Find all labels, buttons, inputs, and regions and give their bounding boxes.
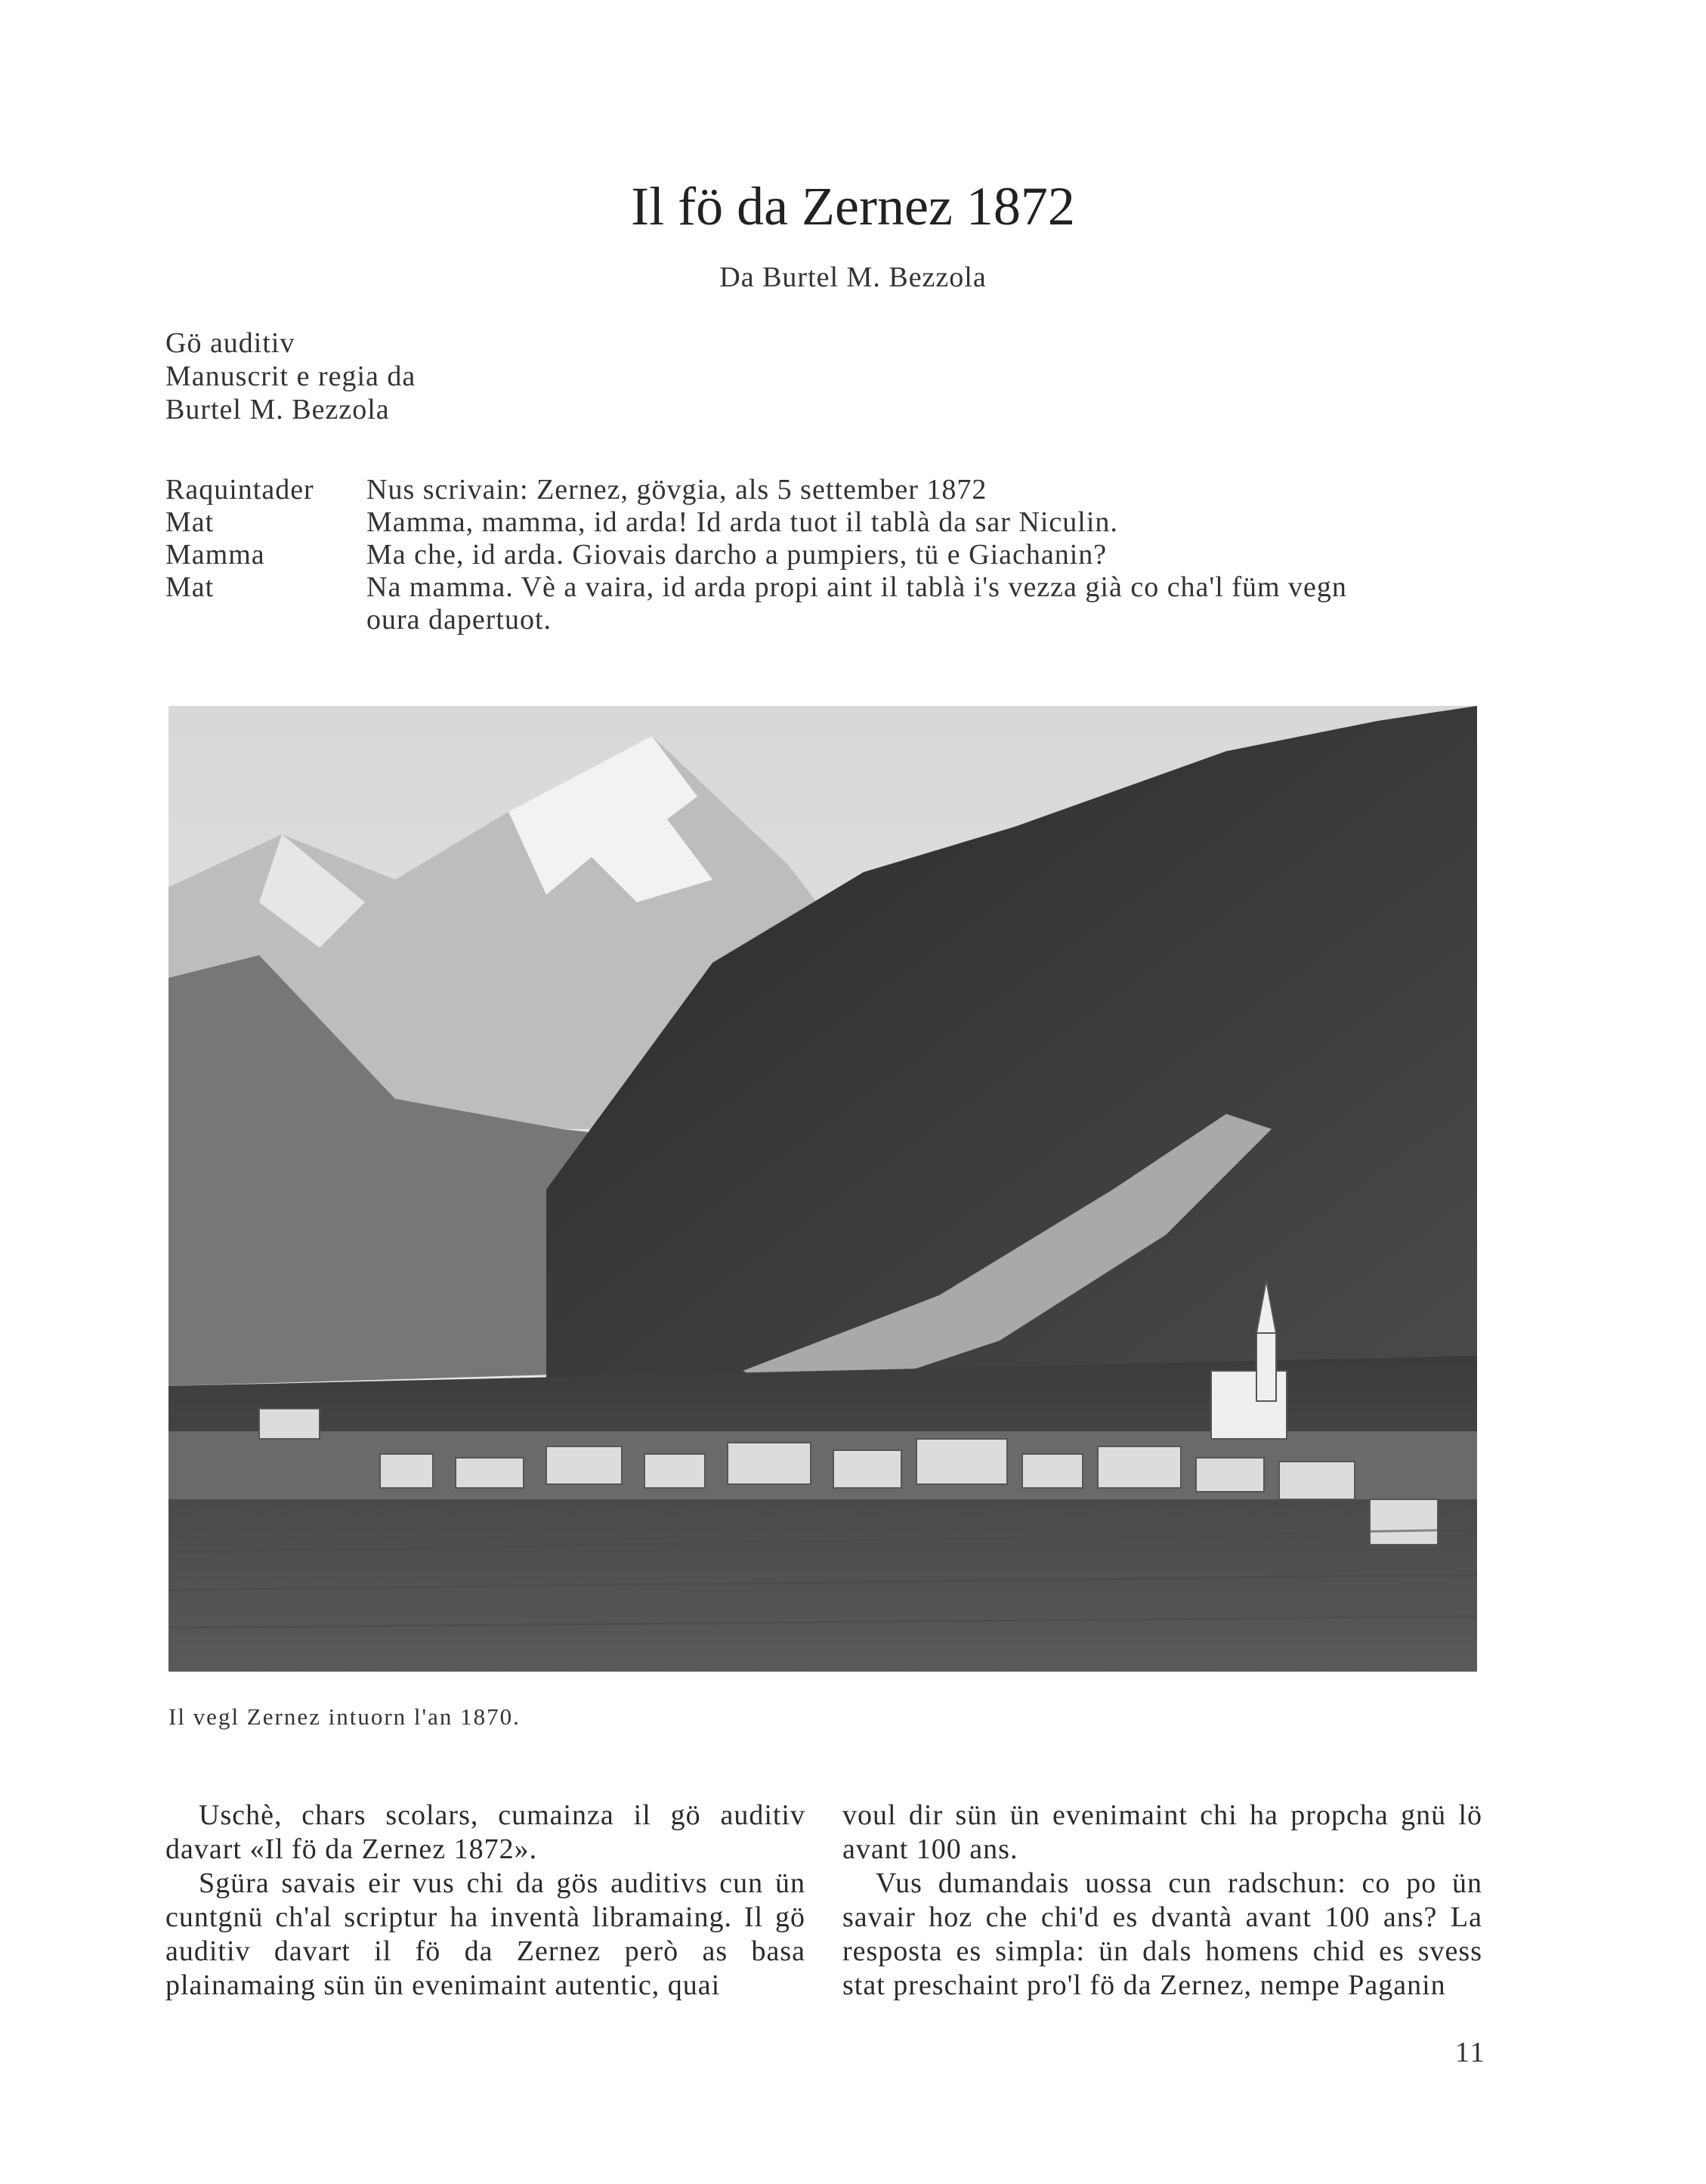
photo-caption: Il vegl Zernez intuorn l'an 1870. (168, 1703, 521, 1730)
dialogue-line: Ma che, id arda. Giovais darcho a pumpiers, tü e Giachanin? (366, 539, 1108, 571)
paragraph: Vus dumandais uossa cun radschun: co po ün savair hoz che chi'd es dvantà avant 100 ans? La resposta es simpla: ün dals homens chid es svess stat preschaint pro'l fö da Zernez, nempe Paganin (842, 1867, 1482, 2001)
intro-line: Gö auditiv (165, 327, 295, 359)
body-column-left (165, 1799, 805, 2003)
speaker-name: Mamma (165, 539, 265, 571)
speaker-name: Mat (165, 571, 215, 603)
dialogue-row (165, 506, 1389, 539)
script-dialogue (165, 474, 1389, 636)
dialogue-line: Na mamma. Vè a vaira, id arda propi aint il tablà i's vezza già co cha'l füm vegn oura dapertuot. (366, 571, 1347, 636)
dialogue-row (165, 571, 1389, 636)
dialogue-row (165, 474, 1389, 506)
intro-block (165, 326, 694, 426)
dialogue-line: Mamma, mamma, id arda! Id arda tuot il tablà da sar Niculin. (366, 506, 1118, 538)
paragraph: voul dir sün ün evenimaint chi ha propcha gnü lö avant 100 ans. (842, 1799, 1482, 1865)
body-column-right (842, 1799, 1482, 2003)
article-title: Il fö da Zernez 1872 (631, 176, 1075, 237)
dialogue-line: Nus scrivain: Zernez, gövgia, als 5 settember 1872 (366, 474, 987, 506)
paragraph: Uschè, chars scolars, cumainza il gö auditiv davart «Il fö da Zernez 1872». (165, 1799, 805, 1865)
village-photo (168, 706, 1477, 1672)
speaker-name: Mat (165, 506, 215, 538)
intro-line: Manuscrit e regia da (165, 360, 416, 392)
page-number: 11 (1455, 2037, 1486, 2068)
article-byline: Da Burtel M. Bezzola (719, 261, 987, 293)
dialogue-row (165, 539, 1389, 571)
intro-line: Burtel M. Bezzola (165, 394, 390, 425)
paragraph: Sgüra savais eir vus chi da gös auditivs cun ün cuntgnü ch'al scriptur ha inventà libramaing. Il gö auditiv davart il fö da Zernez però as basa plainamaing sün ün evenimaint autentic, quai (165, 1867, 805, 2001)
speaker-name: Raquintader (165, 474, 314, 506)
